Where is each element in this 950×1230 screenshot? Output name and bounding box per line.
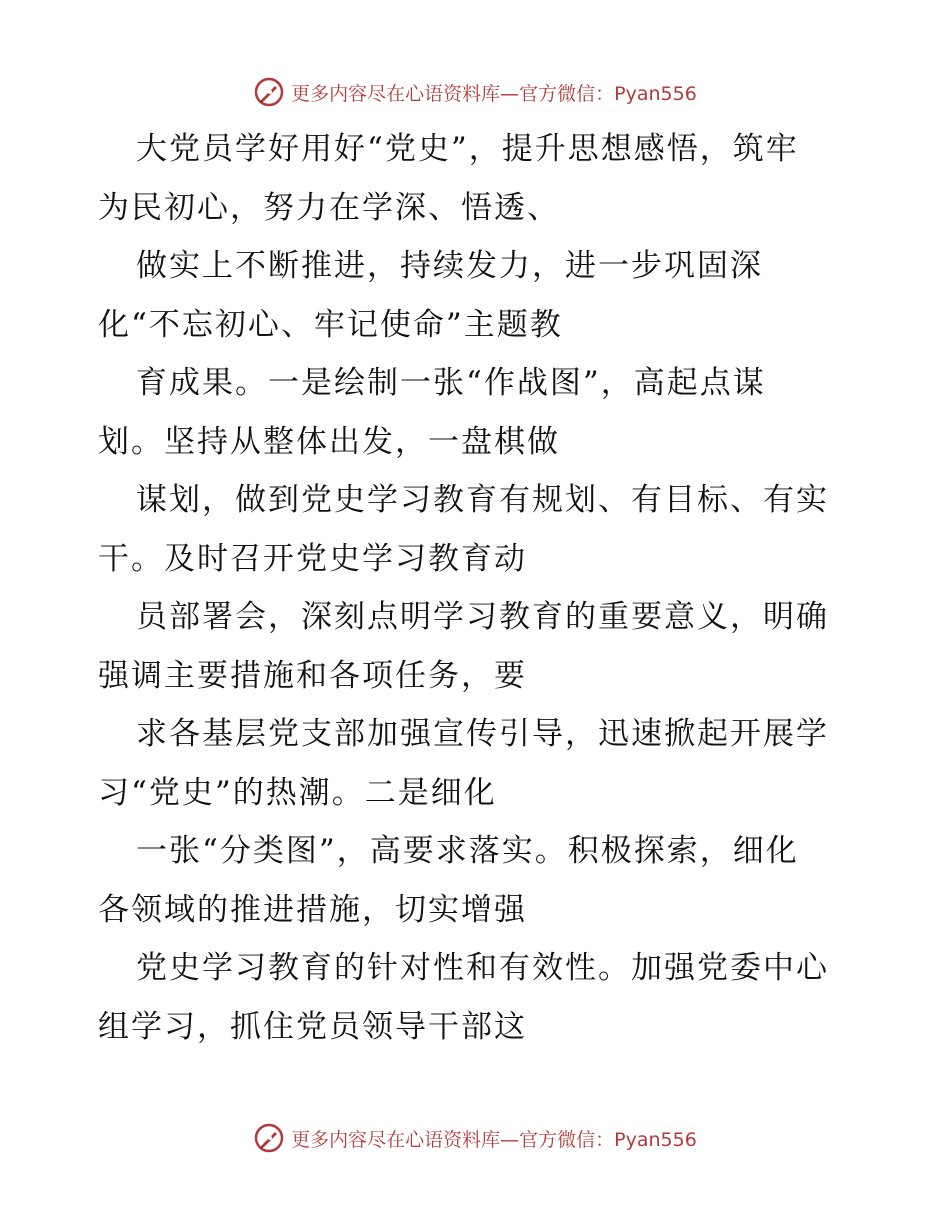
footer-watermark: [0, 1118, 950, 1158]
text-line: 为民初心，努力在学深、悟透、: [98, 189, 560, 226]
watermark-text: 更多内容尽在心语资料库—官方微信：Pyan556: [291, 1128, 697, 1151]
document-body: [98, 120, 858, 1056]
pen-logo-icon: [253, 76, 285, 108]
text-line: 习“党史”的热潮。二是细化: [98, 774, 497, 811]
text-line: 各领域的推进措施，切实增强: [98, 891, 527, 928]
text-line: 干。及时召开党史学习教育动: [98, 540, 527, 577]
text-line: 组学习，抓住党员领导干部这: [98, 1008, 527, 1045]
text-line: 强调主要措施和各项任务，要: [98, 657, 527, 694]
text-line: 做实上不断推进，持续发力，进一步巩固深: [136, 248, 763, 284]
text-line: 一张“分类图”，高要求落实。积极探索，细化: [136, 833, 799, 869]
pen-logo-icon: [253, 1122, 285, 1154]
text-line: 划。坚持从整体出发，一盘棋做: [98, 423, 560, 460]
text-line: 员部署会，深刻点明学习教育的重要意义，明确: [136, 599, 829, 635]
text-line: 大党员学好用好“党史”，提升思想感悟，筑牢: [136, 131, 799, 167]
header-watermark: [0, 72, 950, 112]
text-line: 谋划，做到党史学习教育有规划、有目标、有实: [136, 482, 829, 518]
text-line: 求各基层党支部加强宣传引导，迅速掀起开展学: [136, 716, 829, 752]
text-line: 党史学习教育的针对性和有效性。加强党委中心: [136, 950, 829, 986]
watermark-text: 更多内容尽在心语资料库—官方微信：Pyan556: [291, 82, 697, 105]
text-line: 育成果。一是绘制一张“作战图”，高起点谋: [136, 365, 766, 401]
text-line: 化“不忘初心、牢记使命”主题教: [98, 306, 563, 343]
